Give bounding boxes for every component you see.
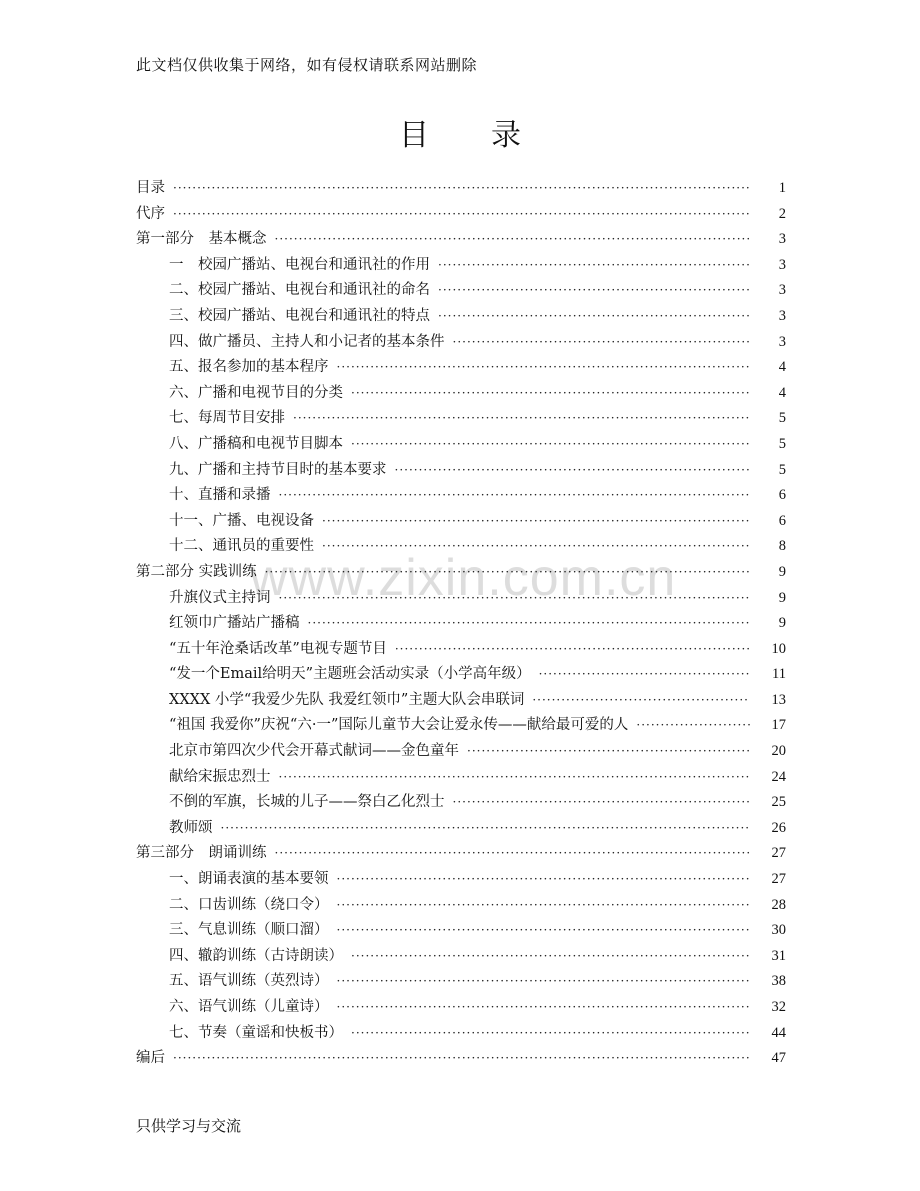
toc-leader-dots (395, 637, 750, 663)
toc-leader-dots (279, 765, 751, 791)
toc-leader-dots (453, 790, 751, 816)
toc-entry-page: 25 (771, 794, 786, 811)
toc-entry-page: 5 (778, 435, 786, 452)
toc-entry-page: 3 (778, 333, 786, 350)
toc-entry-label: 第三部分 朗诵训练 (136, 845, 267, 862)
toc-leader-dots (337, 969, 751, 995)
toc-leader-dots (351, 432, 750, 458)
toc-leader-dots (221, 816, 751, 842)
toc-leader-dots (337, 355, 751, 381)
toc-leader-dots (293, 406, 750, 432)
toc-entry[interactable] (136, 509, 786, 535)
toc-entry-label: 八、广播稿和电视节目脚本 (169, 435, 343, 452)
toc-entry-page: 31 (771, 947, 786, 964)
toc-entry-label: 北京市第四次少代会开幕式献词——金色童年 (169, 743, 459, 760)
toc-entry-page: 4 (778, 384, 786, 401)
toc-entry-page: 1 (778, 180, 786, 196)
toc-entry[interactable] (136, 841, 786, 867)
toc-entry[interactable] (136, 1046, 786, 1072)
toc-entry-label: XXXX 小学“我爱少先队 我爱红领巾”主题大队会串联词 (169, 691, 525, 708)
toc-entry-label: 十、直播和录播 (169, 487, 271, 504)
toc-leader-dots (173, 176, 750, 202)
toc-entry[interactable] (136, 381, 786, 407)
toc-entry-label: “五十年沧桑话改革”电视专题节目 (169, 640, 387, 657)
footer-note: 只供学习与交流 (136, 1117, 242, 1135)
toc-entry[interactable] (136, 688, 786, 714)
toc-entry[interactable] (136, 458, 786, 484)
toc-entry-page: 9 (778, 615, 786, 632)
toc-entry[interactable] (136, 355, 786, 381)
toc-leader-dots (279, 586, 751, 612)
toc-leader-dots (438, 278, 750, 304)
toc-entry[interactable] (136, 586, 786, 612)
toc-leader-dots (275, 227, 751, 253)
toc-entry[interactable] (136, 995, 786, 1021)
toc-entry-label: 代序 (136, 205, 165, 222)
toc-leader-dots (308, 611, 751, 637)
toc-entry-page: 47 (771, 1050, 786, 1067)
toc-leader-dots (173, 1046, 750, 1072)
toc-leader-dots (351, 944, 750, 970)
toc-entry[interactable] (136, 662, 786, 688)
toc-entry[interactable] (136, 534, 786, 560)
toc-leader-dots (636, 713, 750, 739)
toc-entry-page: 3 (778, 307, 786, 324)
toc-entry-label: 六、语气训练（儿童诗） (169, 999, 329, 1015)
toc-leader-dots (532, 688, 750, 714)
toc-entry-page: 24 (771, 768, 786, 785)
toc-entry[interactable] (136, 637, 786, 663)
toc-entry-label: 教师颂 (169, 819, 213, 836)
toc-entry-page: 2 (778, 205, 786, 222)
toc-entry-label: 五、语气训练（英烈诗） (169, 973, 329, 990)
toc-entry-label: 四、辙韵训练（古诗朗读） (169, 947, 343, 964)
toc-entry[interactable] (136, 227, 786, 253)
toc-leader-dots (173, 202, 750, 228)
toc-entry-page: 32 (771, 999, 786, 1015)
toc-entry[interactable] (136, 816, 786, 842)
toc-entry-page: 3 (778, 231, 786, 248)
toc-entry-label: 十二、通讯员的重要性 (169, 538, 314, 555)
toc-leader-dots (351, 1021, 750, 1047)
toc-entry-page: 8 (778, 538, 786, 555)
toc-entry[interactable] (136, 611, 786, 637)
toc-entry[interactable] (136, 483, 786, 509)
toc-entry-label: 不倒的军旗，长城的儿子——祭白乙化烈士 (169, 794, 445, 811)
toc-entry[interactable] (136, 253, 786, 279)
toc-entry-page: 5 (778, 461, 786, 478)
toc-leader-dots (438, 253, 750, 279)
toc-leader-dots (337, 918, 751, 944)
toc-entry-page: 38 (771, 973, 786, 990)
toc-entry-label: 七、节奏（童谣和快板书） (169, 1024, 343, 1041)
toc-entry-page: 27 (771, 871, 786, 888)
toc-leader-dots (322, 509, 750, 535)
toc-entry-label: “发一个Email给明天”主题班会活动实录（小学高年级） (169, 666, 531, 683)
toc-entry-page: 5 (778, 410, 786, 427)
toc-entry[interactable] (136, 713, 786, 739)
toc-leader-dots (337, 995, 751, 1021)
toc-entry[interactable] (136, 1021, 786, 1047)
toc-leader-dots (337, 867, 751, 893)
toc-leader-dots (395, 458, 751, 484)
toc-entry[interactable] (136, 432, 786, 458)
toc-entry-page: 26 (771, 819, 786, 836)
watermark: www.zixin.com.cn (250, 549, 677, 607)
toc-entry-label: 第一部分 基本概念 (136, 231, 267, 248)
toc-leader-dots (453, 330, 751, 356)
toc-entry[interactable] (136, 406, 786, 432)
toc-entry[interactable] (136, 893, 786, 919)
toc-entry-label: 三、校园广播站、电视台和通讯社的特点 (169, 307, 430, 324)
toc-entry-label: 献给宋振忠烈士 (169, 768, 271, 785)
toc-entry-page: 3 (778, 282, 786, 299)
toc-entry[interactable] (136, 944, 786, 970)
toc-entry[interactable] (136, 330, 786, 356)
toc-entry[interactable] (136, 765, 786, 791)
table-of-contents (136, 176, 786, 1072)
toc-entry-label: 六、广播和电视节目的分类 (169, 384, 343, 401)
toc-entry-label: 十一、广播、电视设备 (169, 512, 314, 529)
toc-entry-label: 一 校园广播站、电视台和通讯社的作用 (169, 256, 430, 273)
toc-leader-dots (539, 662, 750, 688)
toc-entry-page: 17 (771, 717, 786, 734)
toc-leader-dots (467, 739, 750, 765)
toc-entry-label: 二、校园广播站、电视台和通讯社的命名 (169, 282, 430, 299)
toc-leader-dots (265, 560, 750, 586)
toc-entry[interactable] (136, 560, 786, 586)
toc-entry-label: 编后 (136, 1050, 165, 1067)
toc-entry-page: 9 (778, 563, 786, 580)
toc-entry-label: 四、做广播员、主持人和小记者的基本条件 (169, 333, 445, 350)
toc-entry-page: 6 (778, 512, 786, 529)
toc-leader-dots (275, 841, 751, 867)
toc-entry-page: 13 (771, 691, 786, 708)
toc-entry-page: 27 (771, 845, 786, 862)
toc-entry-label: “祖国 我爱你”庆祝“六·一”国际儿童节大会让爱永传——献给最可爱的人 (169, 717, 629, 734)
toc-entry-label: 二、口齿训练（绕口令） (169, 896, 329, 913)
toc-leader-dots (279, 483, 751, 509)
toc-entry-page: 9 (778, 589, 786, 606)
toc-entry-label: 目录 (136, 180, 165, 196)
toc-entry-page: 11 (772, 666, 786, 683)
toc-entry-label: 三、气息训练（顺口溜） (169, 922, 329, 939)
toc-entry[interactable] (136, 304, 786, 330)
toc-entry[interactable] (136, 739, 786, 765)
toc-entry[interactable] (136, 790, 786, 816)
toc-entry-page: 30 (771, 922, 786, 939)
toc-entry[interactable] (136, 918, 786, 944)
toc-entry-page: 10 (771, 640, 786, 657)
toc-entry-page: 44 (771, 1024, 786, 1041)
toc-entry-page: 6 (778, 487, 786, 504)
toc-entry-label: 升旗仪式主持词 (169, 589, 271, 606)
toc-entry-page: 4 (778, 359, 786, 376)
toc-leader-dots (322, 534, 750, 560)
header-note: 此文档仅供收集于网络，如有侵权请联系网站删除 (136, 56, 478, 74)
toc-entry[interactable] (136, 867, 786, 893)
toc-entry-label: 红领巾广播站广播稿 (169, 615, 300, 632)
toc-entry-page: 20 (771, 743, 786, 760)
toc-entry[interactable] (136, 969, 786, 995)
page-title: 目录 (399, 118, 583, 153)
toc-entry-page: 3 (778, 256, 786, 273)
toc-leader-dots (351, 381, 750, 407)
toc-leader-dots (337, 893, 751, 919)
toc-leader-dots (438, 304, 750, 330)
toc-entry-label: 五、报名参加的基本程序 (169, 359, 329, 376)
toc-entry[interactable] (136, 176, 786, 202)
toc-entry-label: 七、每周节目安排 (169, 410, 285, 427)
toc-entry-page: 28 (771, 896, 786, 913)
toc-entry-label: 第二部分 实践训练 (136, 563, 257, 580)
toc-entry-label: 一、朗诵表演的基本要领 (169, 871, 329, 888)
toc-entry-label: 九、广播和主持节目时的基本要求 (169, 461, 387, 478)
toc-entry[interactable] (136, 202, 786, 228)
toc-entry[interactable] (136, 278, 786, 304)
